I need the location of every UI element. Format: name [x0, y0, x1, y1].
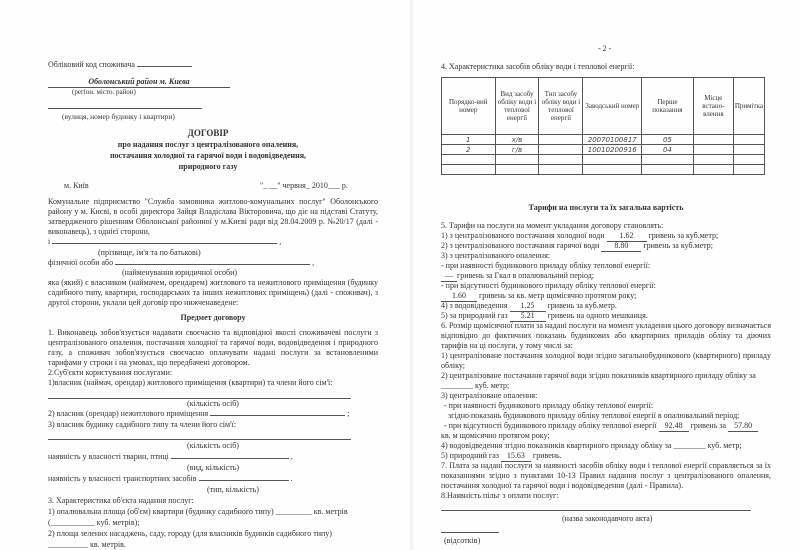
persons-field-2 — [48, 431, 351, 440]
document-subtitle-3: природного газу — [178, 162, 238, 171]
page-fold — [410, 0, 413, 550]
clause-6-3a2: згідно показань будинкового приладу обліку теплової енергії в опалювальний період; — [448, 411, 740, 420]
cell-type — [539, 135, 583, 145]
col-header-type: Тип засобу обліку води і теплової енергії — [539, 78, 583, 135]
consumer-code-label: Обліковий код споживача — [48, 60, 192, 70]
clause-3-2b: __________ кв. метрів. — [48, 540, 126, 549]
tariff-hot-water: 2) з централізованого постачання гарячої води 8.80 гривень за куб.метр; — [441, 241, 713, 250]
cell-type — [539, 145, 583, 155]
owner-paragraph: яка (який) є власником (наймачем, орендарем) житлового та нежитлового приміщення (будинку садибного типу, квартири, господарських та інших нежитлових приміщень) (далі - споживач), з другої сторони, уклали цей договір про нижченаведене: — [48, 278, 378, 307]
section-subject-heading: Предмет договору — [180, 313, 246, 322]
legal-entity-field: фізичної особи або , — [48, 258, 315, 267]
clause-2-3: 3) власник будинку садибного типу та члени його сім'ї: — [48, 420, 236, 429]
cell-number: 2 — [442, 145, 496, 155]
cell-serial: 10010200916 — [583, 145, 642, 155]
cell-kind: г/в — [495, 145, 539, 155]
table-row — [442, 135, 765, 145]
clause-6-1: 1) централізоване постачання холодної води згідно загальнобудинкового (квартирного) приладу обліку; — [441, 351, 771, 370]
vehicles-field: наявність у власності транспортних засобів . — [48, 474, 293, 483]
tariff-heating-nometer-value: 1.60 гривень за кв. метр щомісячно протягом року; — [441, 291, 636, 302]
tariff-heating-meter: - при наявності будинкового приладу обліку теплової енергії: — [441, 261, 651, 270]
persons-caption-2: (кількість осіб) — [187, 441, 239, 450]
tariff-sewage: 4) з водовідведення 1.25 гривень за куб.метр. — [441, 301, 617, 310]
col-header-note: Примітка — [733, 78, 764, 135]
persons-caption-1: (кількість осіб) — [187, 399, 239, 408]
section-tariffs-heading: Тарифи на послуги та їх загальна вартість — [528, 203, 684, 212]
clause-6-3b: - при відсутності будинкового приладу обліку теплової енергії 92.48 гривень за 57.80 — [444, 421, 758, 432]
cell-location — [693, 145, 733, 155]
clause-5: 5. Тарифи на послуги на момент укладання договору становлять: — [441, 221, 664, 230]
document-subtitle-1: про надання послуг з централізованого опалення, — [117, 140, 299, 149]
clause-8: 8.Наявність пільг з оплати послуг: — [441, 491, 559, 500]
clause-2: 2.Суб'єкти користування послугами: — [48, 368, 173, 377]
name-field: і , — [48, 237, 282, 246]
page-number: - 2 - — [598, 44, 612, 53]
clause-1: 1. Виконавець зобов'язується надавати своєчасно та відповідної якості споживачеві послуги з централізованого опалення, постачання холодної та гарячої води, водовідведення і природного газу, а споживач зобов'язується своєчасно оплачувати надані послуги за встановленими тарифами у строки і на умовах, що передбачені договором. — [48, 328, 378, 367]
clause-3-1: 1) опалювальна площа (об'єм) квартири (будинку садибного типу) _________ кв. метрів — [48, 507, 348, 516]
vehicles-caption: (тип, кількість) — [207, 485, 259, 494]
animals-field: наявність у власності тварин, птиці , — [48, 452, 293, 461]
tariff-gas: 5) за природний газ 5.21 гривень на одного мешканця. — [441, 311, 648, 320]
table-row — [442, 155, 765, 165]
cell-location — [693, 135, 733, 145]
clause-6-3: 3) централізоване опалення: — [441, 391, 538, 400]
persons-field-1 — [48, 390, 351, 399]
cell-first-reading: 05 — [642, 135, 694, 145]
clause-6: 6. Розмір щомісячної плати за надані послуги на момент укладення цього договору визначається відповідно до фактичних показань будинкових або квартирних приладів обліку та діючих тарифів на ці послуги, у тому числі за: — [441, 321, 771, 350]
table-row — [442, 145, 765, 155]
clause-2-2: 2) власник (орендар) нежитлового приміщення ; — [48, 409, 350, 418]
clause-6-3b2: кв. м щомісячно протягом року; — [441, 431, 550, 440]
name-caption: (прізвище, ім'я та по батькові) — [98, 248, 201, 257]
col-header-serial: Заводський номер — [583, 78, 642, 135]
document-subtitle-2: постачання холодної та гарячої води і водовідведення, — [109, 151, 307, 160]
clause-3-1b: (___________ куб. метрів); — [48, 518, 140, 527]
cell-note — [733, 145, 764, 155]
tariff-cold-water: 1) з централізованого постачання холодної води 1.62 гривень за куб.метр; — [441, 231, 719, 240]
tariff-heating-nometer: - при відсутності будинкового приладу обліку теплової енергії: — [441, 281, 656, 290]
clause-7: 7. Плата за надані послуги за наявності засобів обліку води і теплової енергії справляється за їх показаннями згідно з пунктами 10-13 Правил надання послуг з централізованого опалення, постачання холодної та гарячої води і водовідведення (далі - Правила). — [441, 461, 771, 490]
region-field: Оболонський район м. Києва — [48, 77, 230, 88]
cell-first-reading: 04 — [642, 145, 694, 155]
table-row — [442, 165, 765, 175]
clause-6-2: 2) централізоване постачання гарячої води згідно показників квартирного приладу обліку за — [441, 371, 756, 380]
clause-6-5: 5) природний газ 15.63 гривень. — [441, 451, 562, 460]
clause-3: 3. Характеристика об'єкта надання послуг: — [48, 496, 194, 505]
clause-6-3a: - при наявності будинкового приладу обліку теплової енергії: — [444, 401, 654, 410]
act-caption: (назва законодавчого акта) — [562, 514, 653, 523]
address-field — [48, 100, 202, 109]
clause-6-4: 4) водовідведення згідно показників квартирного приладу обліку за ________ куб. метр; — [441, 441, 742, 450]
address-caption: (вулиця, номер будинку і квартири) — [62, 112, 175, 121]
cell-note — [733, 135, 764, 145]
region-caption: (регіон. місто. район) — [72, 88, 136, 96]
clause-2-1: 1)власник (наймач, орендар) житлового приміщення (квартири) та члени його сім'ї: — [48, 378, 333, 387]
legal-entity-caption: (найменування юридичної особи) — [122, 268, 238, 277]
animals-caption: (вид, кількість) — [187, 463, 240, 472]
document-title: ДОГОВІР — [187, 128, 229, 138]
city: м. Київ — [64, 181, 89, 190]
clause-3-2: 2) площа зелених насаджень, саду, городу (для власників будинків садибного типу) — [48, 529, 332, 538]
meters-table — [441, 77, 765, 175]
col-header-kind: Вид засобу обліку води і теплової енергії — [495, 78, 539, 135]
meters-table-header — [442, 78, 765, 135]
benefit-act-field — [441, 502, 751, 511]
cell-serial: 20070100817 — [583, 135, 642, 145]
benefit-percent-field — [441, 524, 499, 533]
cell-kind: х/в — [495, 135, 539, 145]
tariff-heating: 3) з централізованого опалення: — [441, 251, 550, 260]
tariff-heating-meter-value: — гривень за Гкал в опалювальний період; — [441, 271, 594, 282]
clause-4: 4. Характеристика засобів обліку води і теплової енергії: — [441, 62, 635, 71]
clause-6-2b: ________ куб. метр; — [441, 381, 510, 390]
percent-caption: (відсотків) — [444, 536, 481, 545]
intro-paragraph: Комунальне підприємство "Служба замовника житлово-комунальних послуг" Оболонського району у м. Києві, в особі директора Зайця Владіслава Вікторовича, що діє на підставі Статуту, затвердженого рішенням Оболонської районної у м.Києві ради від 28.04.2009 р. №20/17 (далі - виконавець), з однієї сторони, — [48, 197, 378, 236]
col-header-location: Місце встано-влення — [693, 78, 733, 135]
contract-date: "_ __" червня_ 2010___ р. — [260, 181, 348, 190]
col-header-first-reading: Перше показання — [642, 78, 694, 135]
cell-number: 1 — [442, 135, 496, 145]
col-header-number: Порядко-вий номер — [442, 78, 496, 135]
